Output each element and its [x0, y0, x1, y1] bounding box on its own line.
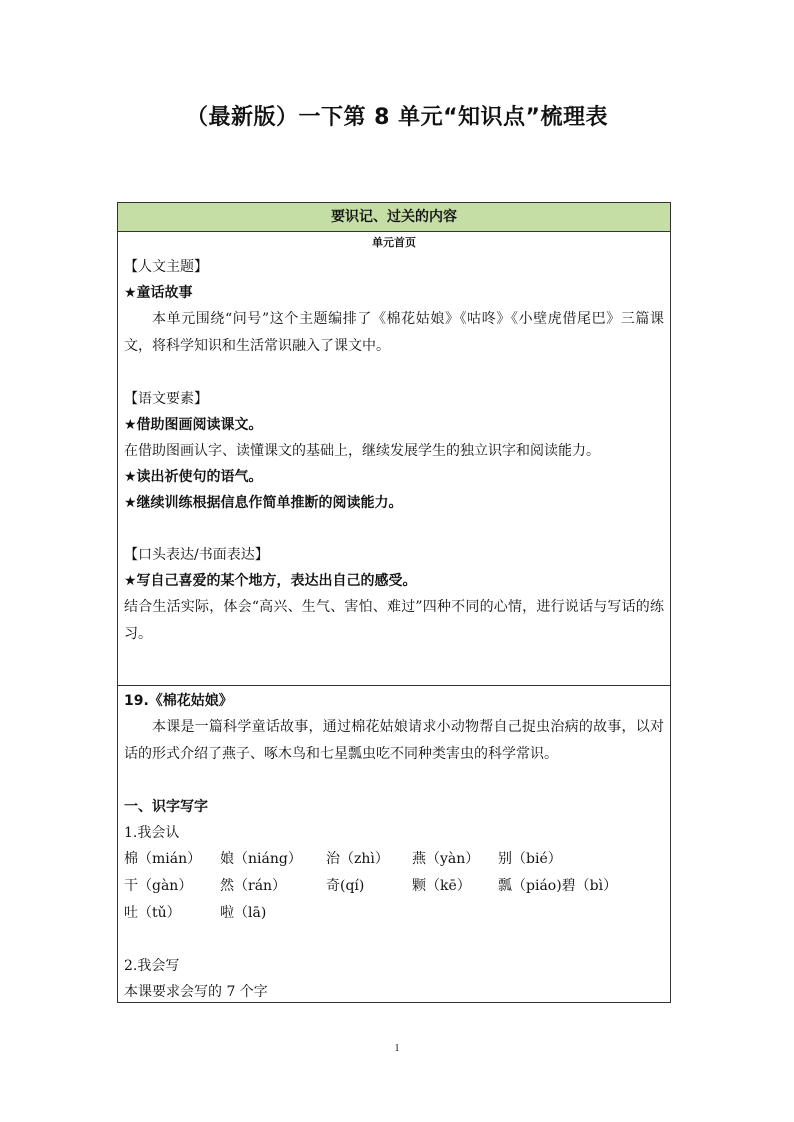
expression-label: 【口头表达/书面表达】 [124, 547, 269, 563]
char-item: 棉（mián） [124, 851, 202, 867]
recognize-row [124, 873, 664, 900]
language-item: ★读出祈使句的语气。 [124, 469, 263, 485]
document-title: （最新版）一下第 8 单元“知识点”梳理表 [185, 105, 609, 130]
unit-home-heading: 单元首页 [372, 236, 416, 249]
char-item: 吐（tǔ） [124, 905, 181, 921]
recognize-row [124, 900, 664, 927]
page-number: 1 [394, 1043, 400, 1054]
write-label: 2.我会写 [124, 958, 180, 974]
expression-item: ★写自己喜爱的某个地方，表达出自己的感受。 [124, 573, 417, 589]
language-item: 在借助图画认字、读懂课文的基础上，继续发展学生的独立识字和阅读能力。 [124, 443, 600, 459]
char-item: 啦（lā) [220, 905, 267, 921]
table-header: 要识记、过关的内容 [118, 203, 670, 232]
char-item: 然（rán） [220, 878, 287, 894]
char-item: 瓢（piáo)碧（bì） [498, 878, 618, 894]
humanities-theme: ★童话故事 [124, 285, 193, 301]
humanities-desc: 本单元围绕“问号”这个主题编排了《棉花姑娘》《咕咚》《小壁虎借尾巴》三篇课文，将科学知识和生活常识融入了课文中。 [124, 311, 664, 354]
lesson-title: 19.《棉花姑娘》 [124, 693, 233, 709]
language-item: ★继续训练根据信息作简单推断的阅读能力。 [124, 495, 403, 511]
char-item: 奇(qí) [326, 878, 365, 894]
char-item: 治（zhì） [326, 851, 389, 867]
char-item: 颗（kē） [412, 878, 471, 894]
char-item: 干（gàn） [124, 878, 193, 894]
recognize-row [124, 846, 664, 873]
lesson-intro: 本课是一篇科学童话故事，通过棉花姑娘请求小动物帮自己捉虫治病的故事，以对话的形式介绍了燕子、啄木鸟和七星瓢虫吃不同种类害虫的科学常识。 [124, 719, 664, 762]
lesson-cell [118, 688, 670, 1005]
expression-desc: 结合生活实际，体会“高兴、生气、害怕、难过”四种不同的心情，进行说话与写话的练习。 [124, 599, 664, 642]
char-item: 燕（yàn） [412, 851, 480, 867]
write-desc: 本课要求会写的 7 个字 [124, 984, 268, 1000]
char-item: 娘（niáng） [220, 851, 302, 867]
language-item: ★借助图画阅读课文。 [124, 417, 263, 433]
humanities-label: 【人文主题】 [124, 259, 208, 275]
recognize-label: 1.我会认 [124, 825, 180, 841]
char-item: 别（bié） [498, 851, 562, 867]
unit-home-cell [118, 232, 670, 686]
language-label: 【语文要素】 [124, 391, 208, 407]
section-heading: 一、识字写字 [124, 799, 208, 815]
knowledge-table [117, 202, 671, 1003]
